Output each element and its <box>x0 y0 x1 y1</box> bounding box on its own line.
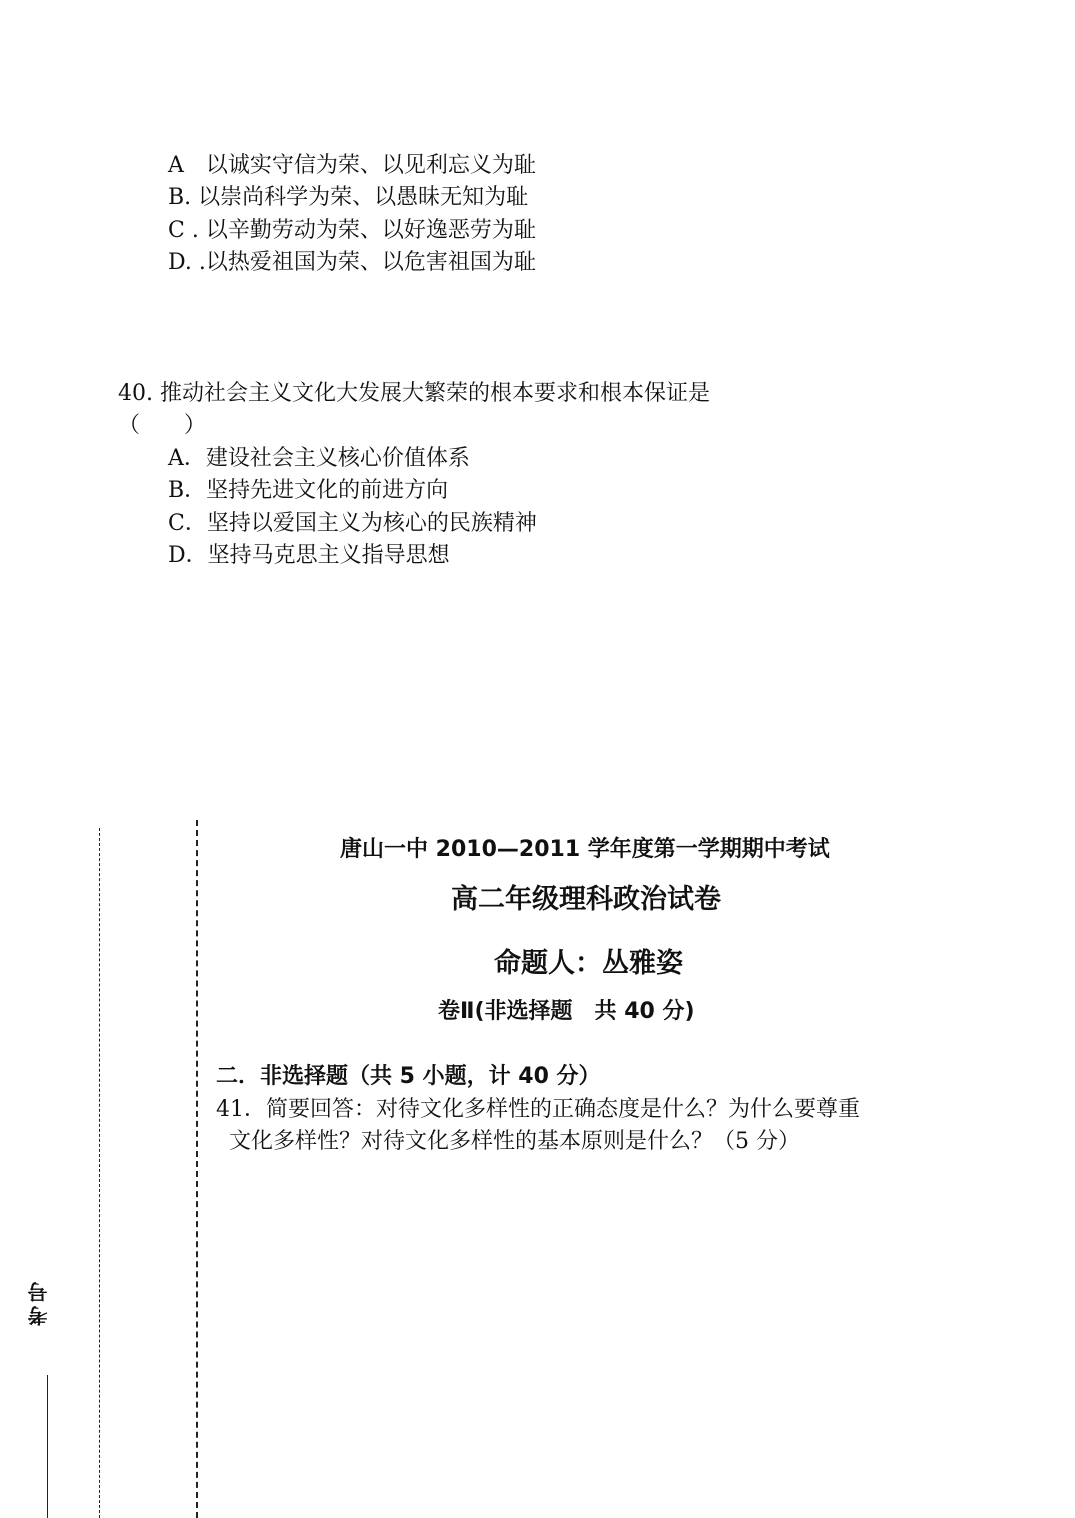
q40-stem: 40. 推动社会主义文化大发展大繁荣的根本要求和根本保证是 <box>118 381 710 406</box>
q40-option-b: B．坚持先进文化的前进方向 <box>168 478 449 503</box>
exam-number-write-line <box>47 1375 48 1518</box>
binding-dashed-line-inner <box>196 820 198 1518</box>
q39-option-a: A 以诚实守信为荣、以见利忘义为耻 <box>168 153 536 178</box>
exam-author: 命题人：丛雅姿 <box>494 948 683 979</box>
exam-number-label: 考号 <box>27 1278 51 1326</box>
q40-option-a: A．建设社会主义核心价值体系 <box>168 446 470 471</box>
q40-option-d: D．坚持马克思主义指导思想 <box>168 543 450 568</box>
q41-line-2: 文化多样性？对待文化多样性的基本原则是什么？（5 分） <box>229 1129 800 1154</box>
q39-option-d: D. .以热爱祖国为荣、以危害祖国为耻 <box>168 250 536 275</box>
exam-title: 高二年级理科政治试卷 <box>451 884 721 915</box>
q39-option-b: B. 以崇尚科学为荣、以愚昧无知为耻 <box>168 185 529 210</box>
paper-part-heading: 卷Ⅱ(非选择题 共 40 分) <box>438 999 695 1024</box>
binding-dashed-line-outer <box>99 828 100 1518</box>
q41-line-1: 41．简要回答：对待文化多样性的正确态度是什么？为什么要尊重 <box>216 1097 860 1122</box>
q39-option-c: C . 以辛勤劳动为荣、以好逸恶劳为耻 <box>168 218 536 243</box>
q40-answer-blank: （ ） <box>118 413 207 438</box>
school-exam-line: 唐山一中 2010—2011 学年度第一学期期中考试 <box>340 837 830 862</box>
q40-option-c: C．坚持以爱国主义为核心的民族精神 <box>168 511 537 536</box>
section-title: 二．非选择题（共 5 小题，计 40 分） <box>216 1064 601 1089</box>
